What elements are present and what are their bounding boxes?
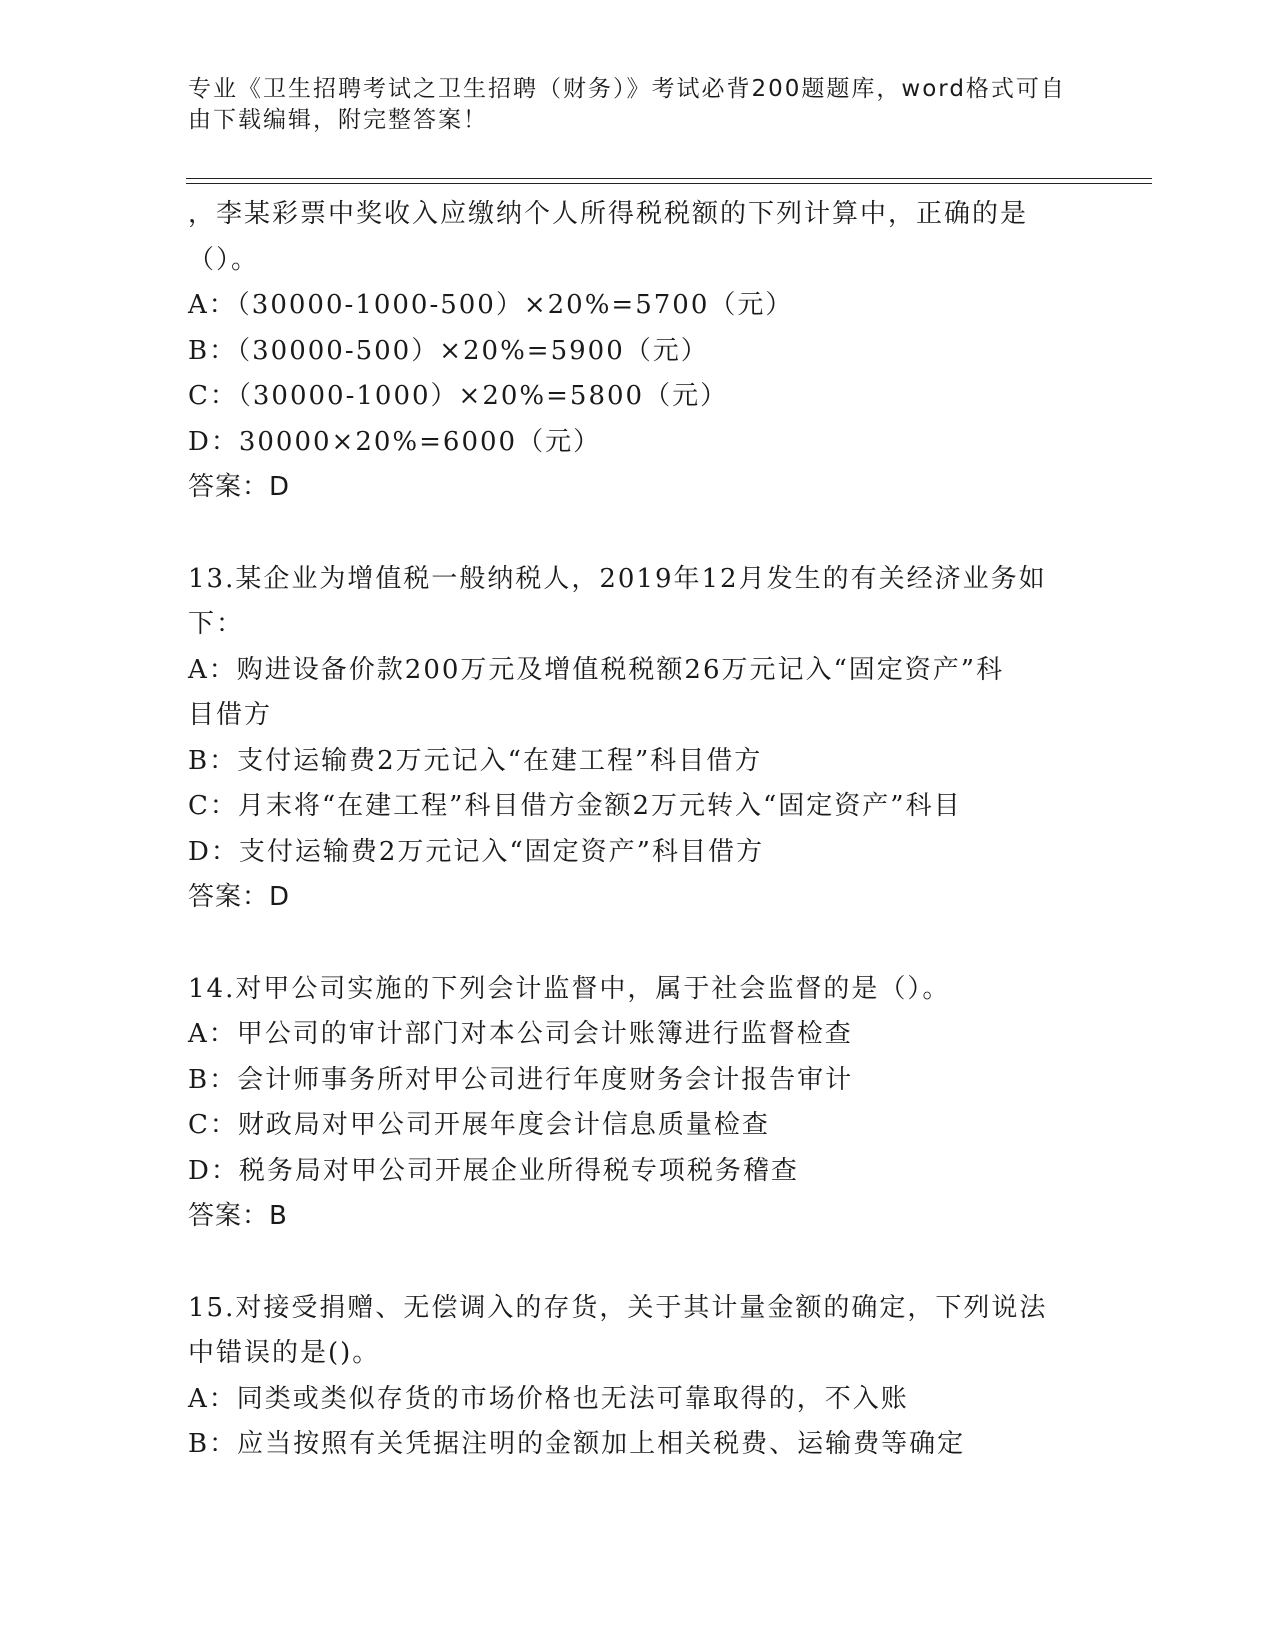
question-stem-continued: 下： xyxy=(188,609,245,639)
answer: 答案：B xyxy=(188,1201,288,1231)
option-a: A：甲公司的审计部门对本公司会计账簿进行监督检查 xyxy=(188,1019,853,1049)
header-line-1: 专业《卫生招聘考试之卫生招聘（财务）》考试必背200题题库，word格式可自 xyxy=(188,76,1066,102)
question-stem: ，李某彩票中奖收入应缴纳个人所得税税额的下列计算中，正确的是 xyxy=(188,199,1029,229)
question-stem: 14.对甲公司实施的下列会计监督中，属于社会监督的是（）。 xyxy=(188,973,951,1004)
question-12 xyxy=(188,192,1088,511)
option-a: A：（30000-1000-500）×20%=5700（元） xyxy=(188,290,794,320)
option-b: B：应当按照有关凭据注明的金额加上相关税费、运输费等确定 xyxy=(188,1429,966,1459)
answer: 答案：D xyxy=(188,882,291,912)
spacer xyxy=(188,1240,1088,1286)
document-body xyxy=(188,192,1088,1468)
option-a-continued: 目借方 xyxy=(188,700,273,730)
option-a: A：购进设备价款200万元及增值税税额26万元记入“固定资产”科 xyxy=(188,654,1005,685)
question-stem-continued: 中错误的是()。 xyxy=(188,1338,381,1368)
option-c: C：财政局对甲公司开展年度会计信息质量检查 xyxy=(188,1110,770,1140)
option-d: D：税务局对甲公司开展企业所得税专项税务稽查 xyxy=(188,1155,799,1186)
option-b: B：支付运输费2万元记入“在建工程”科目借方 xyxy=(188,745,763,776)
option-b: B：会计师事务所对甲公司进行年度财务会计报告审计 xyxy=(188,1064,854,1095)
header-divider-bottom xyxy=(186,183,1152,184)
option-d: D：30000×20%=6000（元） xyxy=(188,426,602,457)
question-stem: 15.对接受捐赠、无偿调入的存货，关于其计量金额的确定，下列说法 xyxy=(188,1292,1048,1323)
option-a: A：同类或类似存货的市场价格也无法可靠取得的，不入账 xyxy=(188,1383,909,1414)
question-14 xyxy=(188,967,1088,1240)
option-d: D：支付运输费2万元记入“固定资产”科目借方 xyxy=(188,836,764,867)
document-header xyxy=(188,74,1068,136)
question-stem: 13.某企业为增值税一般纳税人，2019年12月发生的有关经济业务如 xyxy=(188,563,1047,594)
spacer xyxy=(188,921,1088,967)
option-c: C：月末将“在建工程”科目借方金额2万元转入“固定资产”科目 xyxy=(188,791,962,821)
header-line-2: 由下载编辑，附完整答案！ xyxy=(188,107,488,133)
question-15 xyxy=(188,1286,1088,1468)
question-stem-continued: （）。 xyxy=(188,244,260,275)
option-c: C：（30000-1000）×20%=5800（元） xyxy=(188,381,729,411)
option-b: B：（30000-500）×20%=5900（元） xyxy=(188,335,709,366)
header-divider-top xyxy=(186,178,1152,179)
spacer xyxy=(188,511,1088,557)
answer: 答案：D xyxy=(188,472,291,502)
question-13 xyxy=(188,557,1088,921)
